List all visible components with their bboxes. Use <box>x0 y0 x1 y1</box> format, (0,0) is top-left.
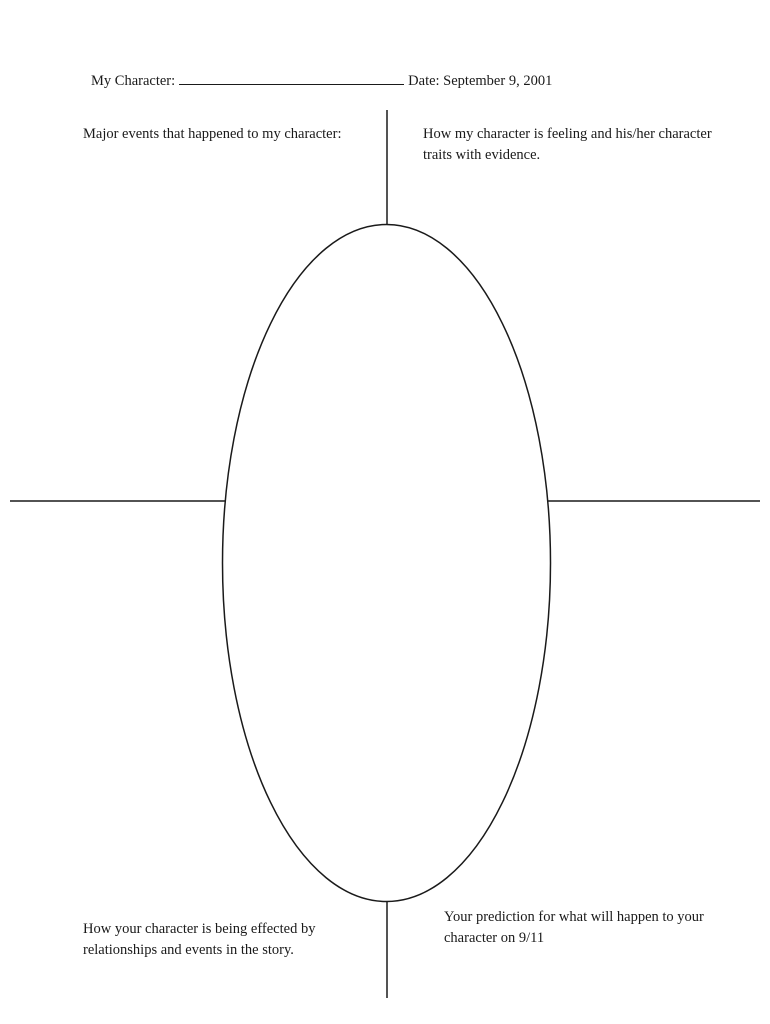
character-oval[interactable] <box>223 225 551 902</box>
prompt-relationships-events: How your character is being effected by relationships and events in the story. <box>83 921 316 958</box>
date-label: Date: September 9, 2001 <box>408 73 553 89</box>
character-label: My Character: <box>91 73 176 89</box>
prompt-prediction: Your prediction for what will happen to your character on 9/11 <box>444 909 704 946</box>
prompt-major-events: Major events that happened to my character: <box>83 126 342 142</box>
prompt-feelings-traits: How my character is feeling and his/her character traits with evidence. <box>423 126 712 163</box>
